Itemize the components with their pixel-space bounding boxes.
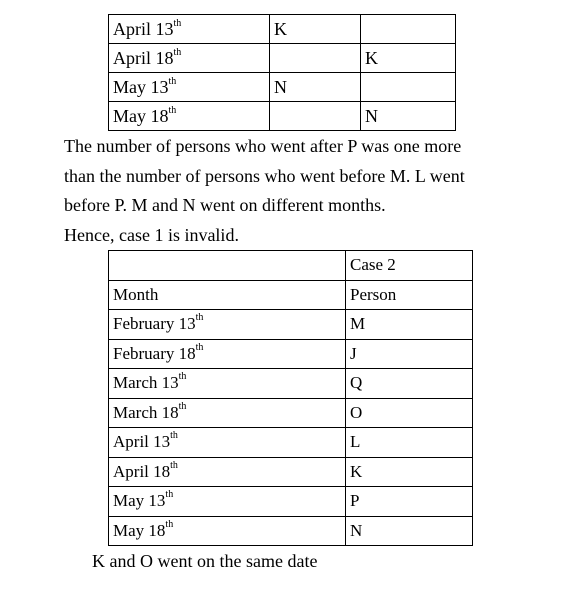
date-cell <box>109 15 270 44</box>
table-row <box>109 398 473 428</box>
date-cell <box>109 73 270 102</box>
slot-cell-1 <box>270 44 361 73</box>
date-label: March 18 <box>113 402 179 422</box>
date-suffix: th <box>170 459 178 471</box>
table-row <box>109 102 456 131</box>
paragraph-line-3: before P. M and N went on different months. <box>64 195 386 215</box>
month-cell <box>109 398 346 428</box>
date-label: April 13 <box>113 432 171 451</box>
date-cell <box>109 44 270 73</box>
date-label: May 18 <box>113 520 166 540</box>
date-suffix: th <box>168 76 177 87</box>
case2-table <box>108 250 473 546</box>
person-cell: L <box>346 428 473 458</box>
table-row <box>109 516 473 546</box>
date-suffix: th <box>178 371 187 383</box>
table-row <box>109 487 473 517</box>
table-row <box>109 310 473 340</box>
explanation-paragraph <box>64 132 534 250</box>
table-column-header-row <box>109 280 473 310</box>
date-suffix: th <box>173 18 182 29</box>
person-cell: M <box>346 310 473 340</box>
slot-cell-2: K <box>361 44 456 73</box>
empty-header-cell <box>109 251 346 281</box>
table-row <box>109 44 456 73</box>
month-cell <box>109 369 346 399</box>
table-row <box>109 15 456 44</box>
slot-cell-2 <box>361 73 456 102</box>
table-row <box>109 457 473 487</box>
date-suffix: th <box>168 105 177 116</box>
month-cell <box>109 457 346 487</box>
person-cell: P <box>346 487 473 517</box>
date-label: April 13 <box>113 19 174 39</box>
date-suffix: th <box>173 47 182 58</box>
month-column-header: Month <box>109 280 346 310</box>
date-label: May 13 <box>113 77 169 97</box>
date-suffix: th <box>195 312 204 324</box>
table-header-row <box>109 251 473 281</box>
date-label: March 13 <box>113 373 179 392</box>
slot-cell-1 <box>270 102 361 131</box>
table2-body <box>109 251 473 546</box>
person-cell: N <box>346 516 473 546</box>
person-cell: Q <box>346 369 473 399</box>
slot-cell-2 <box>361 15 456 44</box>
date-suffix: th <box>170 430 178 442</box>
month-cell <box>109 310 346 340</box>
slot-cell-2: N <box>361 102 456 131</box>
date-suffix: th <box>165 489 174 501</box>
date-suffix: th <box>165 518 174 530</box>
paragraph-line-4: Hence, case 1 is invalid. <box>64 224 239 245</box>
month-cell <box>109 516 346 546</box>
person-cell: K <box>346 457 473 487</box>
date-suffix: th <box>195 341 204 353</box>
case-header: Case 2 <box>346 251 473 281</box>
date-label: May 18 <box>113 106 169 126</box>
person-column-header: Person <box>346 280 473 310</box>
date-label: February 13 <box>113 314 196 333</box>
table-row <box>109 339 473 369</box>
month-cell <box>109 487 346 517</box>
table1-body <box>109 15 456 131</box>
date-cell <box>109 102 270 131</box>
date-suffix: th <box>178 400 187 412</box>
paragraph-line-1: The number of persons who went after P was one more <box>64 136 462 156</box>
table-row <box>109 369 473 399</box>
date-label: April 18 <box>113 48 174 68</box>
person-cell: J <box>346 339 473 369</box>
date-label: May 13 <box>113 491 166 510</box>
month-cell <box>109 428 346 458</box>
date-label: April 18 <box>113 461 171 481</box>
table-row <box>109 73 456 102</box>
person-cell: O <box>346 398 473 428</box>
paragraph-line-2: than the number of persons who went before M. L went <box>64 165 465 186</box>
slot-cell-1: K <box>270 15 361 44</box>
month-cell <box>109 339 346 369</box>
case1-partial-table <box>108 14 456 131</box>
date-label: February 18 <box>113 343 196 363</box>
footer-note: K and O went on the same date <box>92 551 318 571</box>
table-row <box>109 428 473 458</box>
slot-cell-1: N <box>270 73 361 102</box>
